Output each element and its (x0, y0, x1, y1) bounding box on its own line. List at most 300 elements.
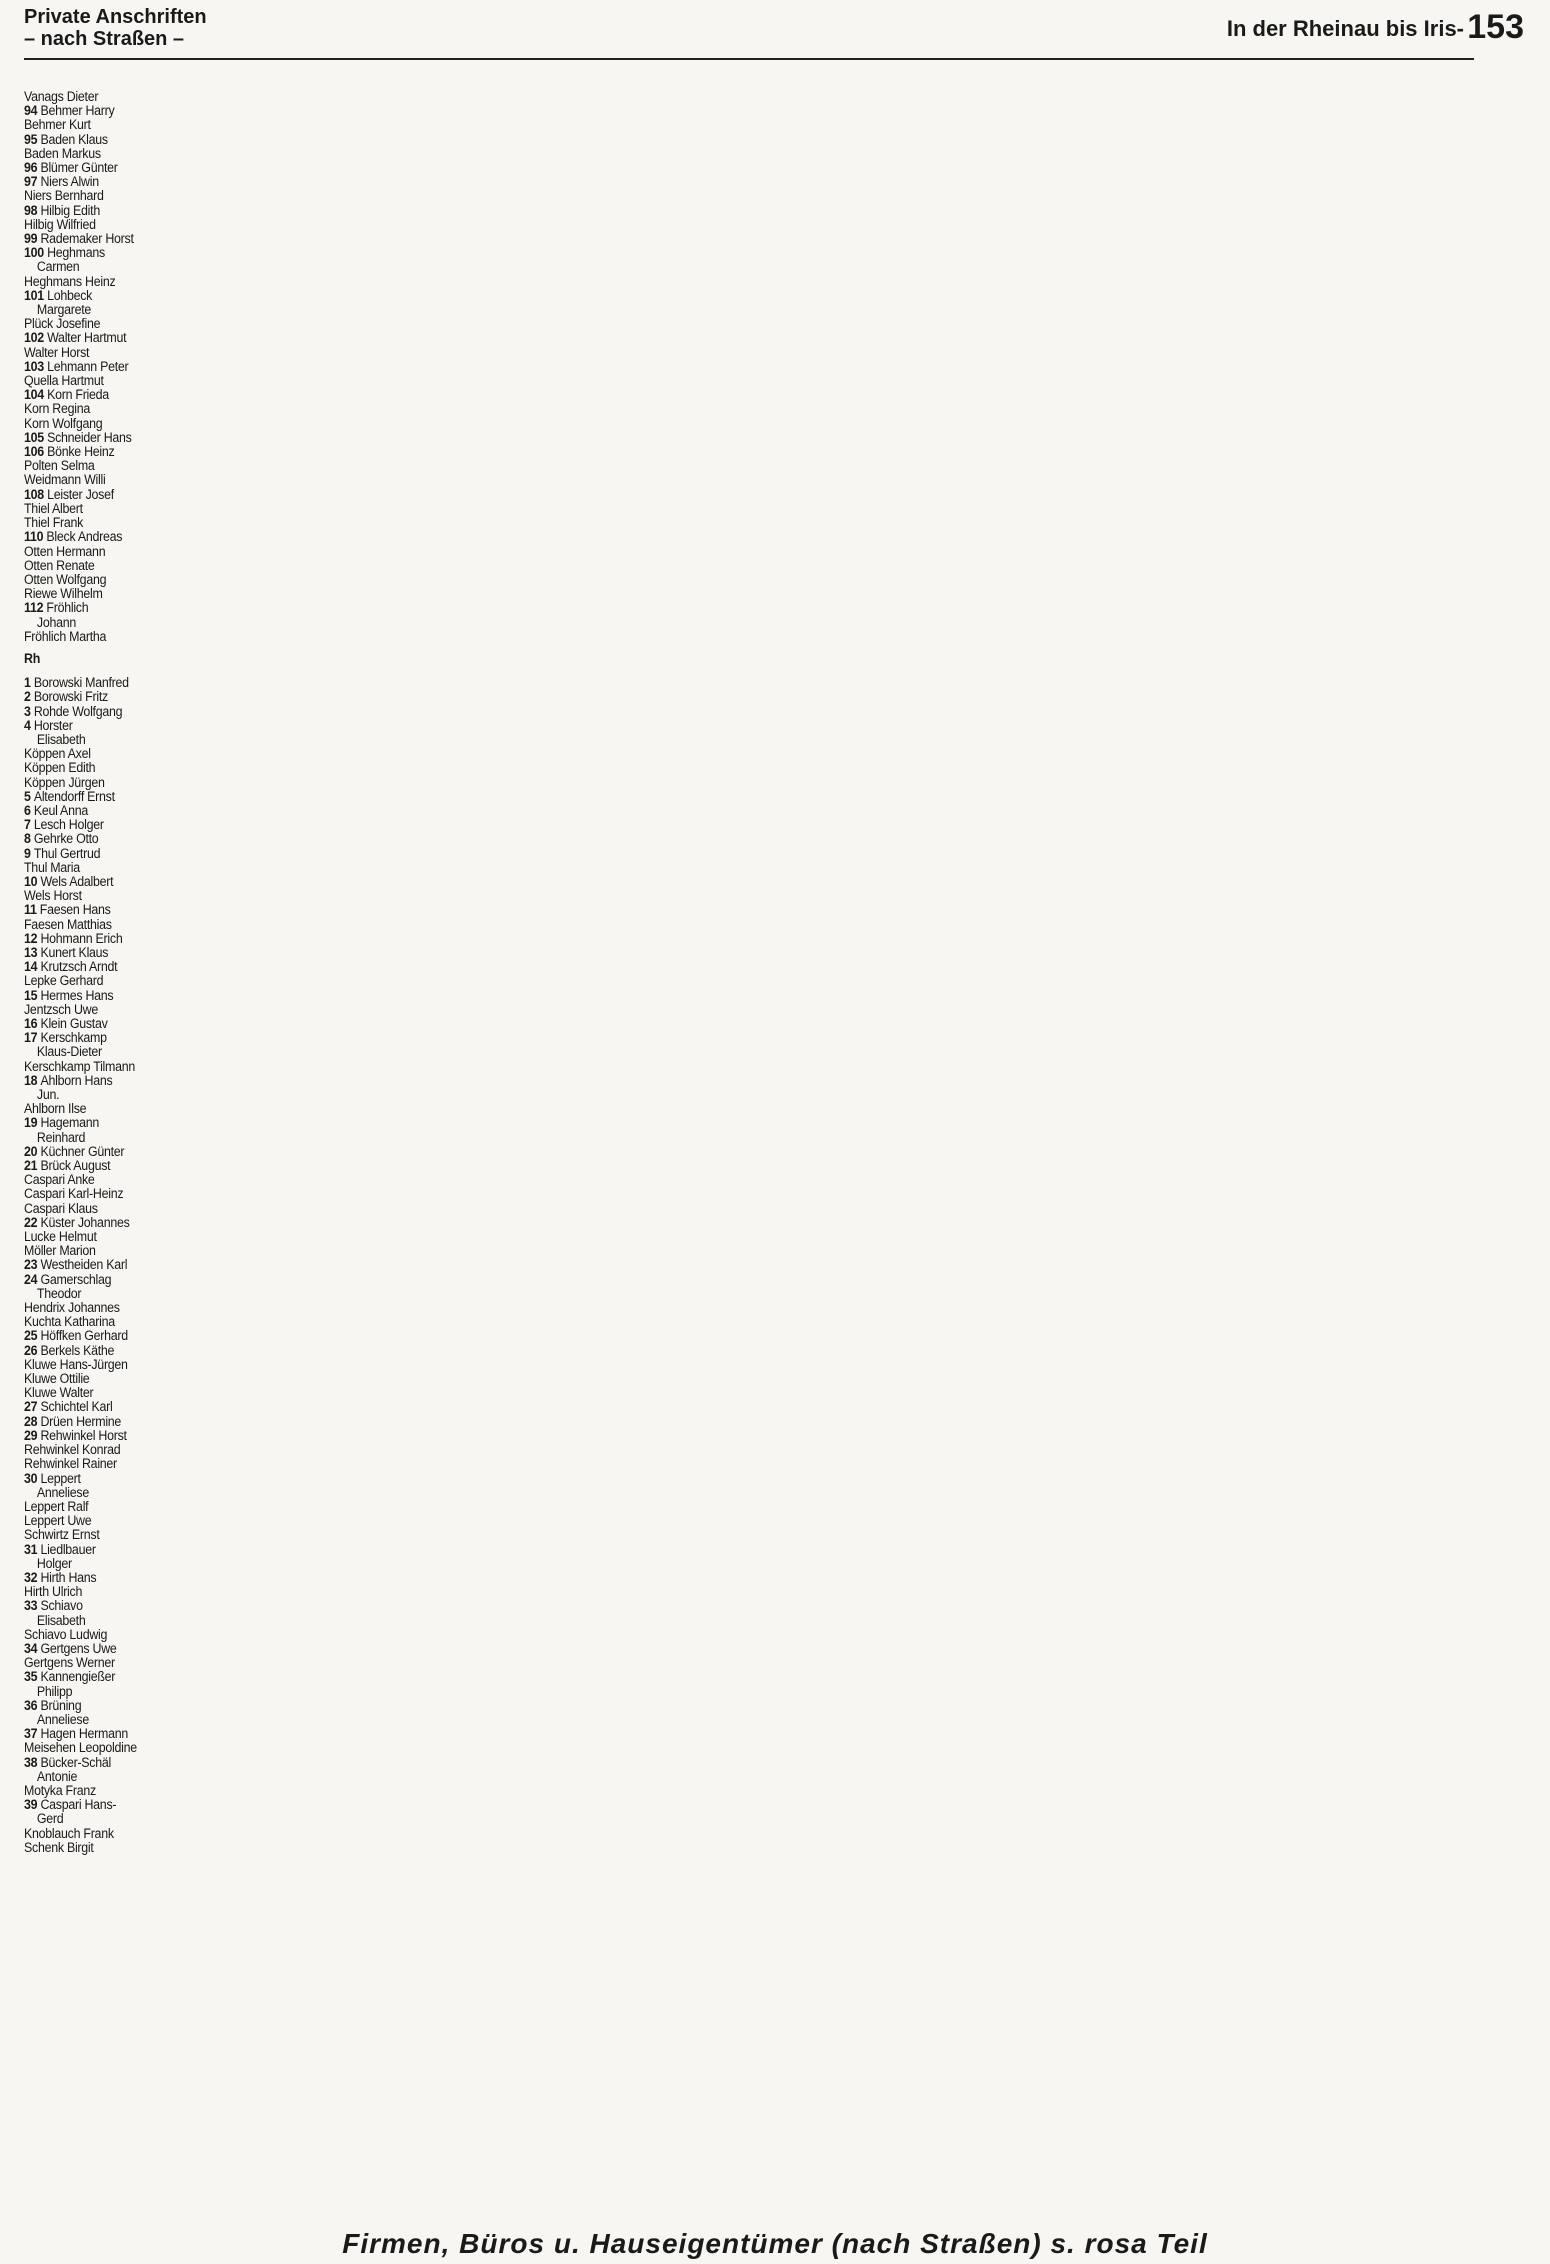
resident-name: Caspari Hans- (40, 1797, 117, 1813)
directory-entry (24, 1642, 151, 1656)
resident-name: Kerschkamp (40, 1030, 107, 1046)
resident-name: Otten Wolfgang (24, 571, 107, 587)
resident-name: Elisabeth (36, 731, 86, 747)
resident-name: Ahlborn Hans (40, 1072, 113, 1088)
house-number: 99 (24, 231, 41, 247)
resident-name: Schenk Birgit (24, 1839, 94, 1855)
house-number: 110 (24, 529, 47, 545)
resident-name: Carmen (36, 259, 80, 275)
directory-entry (24, 1415, 151, 1429)
resident-name: Rohde Wolfgang (33, 703, 123, 719)
directory-entry (24, 1656, 151, 1670)
side-heading: Rh (24, 650, 41, 666)
directory-entry (24, 374, 151, 388)
directory-entry (24, 360, 151, 374)
directory-entry (24, 1713, 151, 1727)
directory-entry (24, 1287, 151, 1301)
directory-entry (24, 545, 151, 559)
resident-name: Korn Frieda (47, 387, 109, 403)
house-number: 13 (24, 944, 41, 960)
section-subtitle: – nach Straßen – (24, 28, 185, 50)
house-number: 22 (24, 1214, 41, 1230)
header-rule (24, 58, 1474, 60)
house-number: 39 (24, 1797, 41, 1813)
directory-entry (24, 1159, 151, 1173)
house-number: 6 (24, 802, 34, 818)
resident-name: Berkels Käthe (40, 1342, 115, 1358)
directory-entry (24, 246, 151, 260)
house-number: 20 (24, 1143, 41, 1159)
house-number: 38 (24, 1754, 41, 1770)
house-number: 12 (24, 930, 41, 946)
directory-entry (24, 1074, 151, 1088)
resident-name: Köppen Edith (24, 760, 96, 776)
resident-name: Möller Marion (24, 1243, 96, 1259)
resident-name: Faesen Hans (39, 902, 111, 918)
resident-name: Lepke Gerhard (24, 973, 104, 989)
directory-entry (24, 1784, 151, 1798)
house-number: 16 (24, 1016, 41, 1031)
directory-entry (24, 946, 151, 960)
resident-name: Gertgens Werner (24, 1655, 115, 1671)
directory-entry (24, 616, 151, 630)
directory-entry (24, 1344, 151, 1358)
resident-name: Theodor (36, 1285, 82, 1301)
directory-entry (24, 573, 151, 587)
resident-name: Borowski Fritz (33, 689, 108, 705)
resident-name: Gerd (36, 1811, 64, 1827)
directory-entry (24, 1770, 151, 1784)
directory-entry (24, 1315, 151, 1329)
resident-name: Bleck Andreas (46, 529, 123, 545)
house-number: 105 (24, 429, 48, 445)
directory-entry (24, 90, 151, 104)
house-number: 27 (24, 1399, 41, 1415)
directory-entry (24, 932, 151, 946)
directory-entry (24, 974, 151, 988)
directory-entry (24, 847, 151, 861)
house-number: 23 (24, 1257, 41, 1273)
resident-name: Thul Gertrud (33, 845, 101, 861)
directory-entry (24, 1244, 151, 1258)
directory-entry (24, 1670, 151, 1684)
directory-entry (24, 218, 151, 232)
resident-name: Walter Horst (24, 344, 90, 360)
resident-name: Westheiden Karl (40, 1257, 128, 1273)
directory-entry (24, 761, 151, 775)
directory-entry (24, 473, 151, 487)
page-number: 153 (1467, 8, 1524, 46)
house-number: 112 (24, 600, 47, 616)
directory-entry (24, 502, 151, 516)
directory-entry (24, 1187, 151, 1201)
directory-entry (24, 1543, 151, 1557)
house-number: 97 (24, 174, 41, 190)
directory-entry (24, 1486, 151, 1500)
resident-name: Faesen Matthias (24, 916, 112, 932)
resident-name: Philipp (36, 1683, 73, 1699)
house-number: 34 (24, 1640, 41, 1656)
resident-name: Leppert Ralf (24, 1498, 89, 1514)
directory-entry (24, 1017, 151, 1031)
resident-name: Weidmann Willi (24, 472, 106, 488)
resident-name: Riewe Wilhelm (24, 586, 103, 602)
house-number: 26 (24, 1342, 41, 1358)
house-number: 36 (24, 1697, 41, 1713)
resident-name: Lehmann Peter (47, 358, 129, 374)
resident-name: Schichtel Karl (40, 1399, 113, 1415)
directory-entry (24, 1727, 151, 1741)
directory-entry (24, 388, 151, 402)
resident-name: Fröhlich Martha (24, 628, 107, 644)
house-number: 98 (24, 202, 41, 218)
house-number: 15 (24, 987, 41, 1003)
resident-name: Korn Regina (24, 401, 91, 417)
directory-entry (24, 630, 151, 644)
resident-name: Klaus-Dieter (36, 1044, 102, 1060)
directory-entry (24, 747, 151, 761)
directory-entry (24, 776, 151, 790)
directory-entry (24, 1372, 151, 1386)
directory-entry (24, 875, 151, 889)
directory-entry (24, 1088, 151, 1102)
house-number: 29 (24, 1427, 41, 1443)
directory-entry (24, 260, 151, 274)
house-number: 3 (24, 703, 34, 719)
resident-name: Hirth Ulrich (24, 1584, 83, 1600)
resident-name: Leppert (40, 1470, 81, 1486)
resident-name: Reinhard (36, 1129, 86, 1145)
directory-entry (24, 1031, 151, 1045)
directory-entry (24, 317, 151, 331)
directory-entry (24, 445, 151, 459)
resident-name: Baden Markus (24, 145, 101, 161)
resident-name: Leister Josef (47, 486, 114, 502)
resident-name: Otten Renate (24, 557, 95, 573)
directory-entry (24, 289, 151, 303)
directory-entry (24, 1614, 151, 1628)
directory-entry (24, 175, 151, 189)
directory-entry (24, 1102, 151, 1116)
resident-name: Borowski Manfred (33, 675, 129, 691)
resident-name: Drüen Hermine (40, 1413, 122, 1429)
resident-name: Thul Maria (24, 859, 80, 875)
directory-entry (24, 402, 151, 416)
resident-name: Heghmans (47, 245, 105, 261)
directory-entry (24, 1329, 151, 1343)
directory-entry (24, 133, 151, 147)
directory-entry (24, 1216, 151, 1230)
directory-entry (24, 1841, 151, 1855)
resident-name: Hermes Hans (40, 987, 114, 1003)
directory-entry (24, 1500, 151, 1514)
directory-entry (24, 161, 151, 175)
resident-name: Walter Hartmut (47, 330, 127, 346)
directory-entry (24, 690, 151, 704)
resident-name: Schwirtz Ernst (24, 1527, 100, 1543)
resident-name: Polten Selma (24, 458, 95, 474)
resident-name: Keul Anna (33, 802, 88, 818)
directory-entry (24, 1812, 151, 1826)
resident-name: Lohbeck (47, 287, 93, 303)
directory-entry (24, 417, 151, 431)
directory-entry (24, 1258, 151, 1272)
resident-name: Caspari Karl-Heinz (24, 1186, 124, 1202)
resident-name: Heghmans Heinz (24, 273, 116, 289)
house-number: 5 (24, 788, 34, 804)
directory-entry (24, 818, 151, 832)
resident-name: Caspari Anke (24, 1172, 95, 1188)
resident-name: Kluwe Ottilie (24, 1371, 90, 1387)
resident-name: Behmer Kurt (24, 117, 91, 133)
house-number: 102 (24, 330, 48, 346)
house-number: 24 (24, 1271, 41, 1287)
directory-entry (24, 587, 151, 601)
resident-name: Schneider Hans (47, 429, 132, 445)
directory-entry (24, 1273, 151, 1287)
resident-name: Niers Alwin (40, 174, 99, 190)
resident-name: Köppen Axel (24, 746, 91, 762)
page-footer: Firmen, Büros u. Hauseigentümer (nach Straßen) s. rosa Teil (342, 2228, 1208, 2259)
resident-name: Gertgens Uwe (40, 1640, 117, 1656)
resident-name: Rehwinkel Horst (40, 1427, 127, 1443)
resident-name: Krutzsch Arndt (40, 959, 118, 975)
house-number: 101 (24, 287, 48, 303)
directory-entry (24, 889, 151, 903)
house-number: 19 (24, 1115, 41, 1131)
directory-entry (24, 1514, 151, 1528)
directory-entry (24, 1230, 151, 1244)
house-number: 18 (24, 1072, 41, 1088)
resident-name: Hendrix Johannes (24, 1300, 120, 1316)
directory-entry (24, 1429, 151, 1443)
resident-name: Köppen Jürgen (24, 774, 105, 790)
resident-name: Liedlbauer (40, 1541, 96, 1557)
directory-entry (24, 1472, 151, 1486)
resident-name: Fröhlich (46, 600, 89, 616)
resident-name: Jentzsch Uwe (24, 1001, 99, 1017)
resident-name: Otten Hermann (24, 543, 106, 559)
directory-entry (24, 601, 151, 615)
resident-name: Gamerschlag (40, 1271, 112, 1287)
resident-name: Thiel Frank (24, 515, 84, 531)
directory-entry (24, 1699, 151, 1713)
resident-name: Hilbig Edith (40, 202, 100, 218)
house-number: 30 (24, 1470, 41, 1486)
house-number: 17 (24, 1030, 41, 1046)
directory-entry (24, 1202, 151, 1216)
directory-entry (24, 1386, 151, 1400)
directory-entry (24, 790, 151, 804)
page-header (24, 6, 1524, 56)
house-number: 7 (24, 817, 34, 833)
range-title: In der Rheinau bis Iris- (1226, 16, 1464, 41)
resident-name: Wels Horst (24, 888, 82, 904)
directory-entry (24, 1628, 151, 1642)
directory-column (24, 90, 151, 1855)
resident-name: Rademaker Horst (40, 231, 134, 247)
directory-entry (24, 303, 151, 317)
directory-entry (24, 1571, 151, 1585)
resident-name: Bönke Heinz (47, 444, 115, 460)
directory-entry (24, 1131, 151, 1145)
resident-name: Kannengießer (40, 1669, 116, 1685)
house-number: 21 (24, 1158, 41, 1174)
resident-name: Antonie (36, 1768, 78, 1784)
directory-entry (24, 1443, 151, 1457)
resident-name: Ahlborn Ilse (24, 1101, 87, 1117)
house-number: 106 (24, 444, 48, 460)
resident-name: Baden Klaus (40, 131, 108, 147)
resident-name: Anneliese (36, 1711, 89, 1727)
resident-name: Kuchta Katharina (24, 1314, 115, 1330)
directory-entry (24, 918, 151, 932)
house-number: 9 (24, 845, 34, 861)
resident-name: Hohmann Erich (40, 930, 123, 946)
resident-name: Klein Gustav (40, 1016, 108, 1031)
resident-name: Jun. (36, 1087, 60, 1103)
resident-name: Meisehen Leopoldine (24, 1740, 137, 1756)
directory-entry (24, 431, 151, 445)
resident-name: Caspari Klaus (24, 1200, 98, 1216)
house-number: 96 (24, 160, 41, 176)
house-number: 10 (24, 873, 41, 889)
house-number: 14 (24, 959, 41, 975)
resident-name: Horster (33, 717, 73, 733)
resident-name: Hagen Hermann (40, 1726, 128, 1742)
resident-name: Kerschkamp Tilmann (24, 1058, 136, 1074)
directory-entry (24, 719, 151, 733)
resident-name: Behmer Harry (40, 103, 115, 119)
house-number: 35 (24, 1669, 41, 1685)
directory-entry (24, 147, 151, 161)
resident-name: Margarete (36, 302, 92, 318)
resident-name: Schiavo Ludwig (24, 1626, 108, 1642)
resident-name: Motyka Franz (24, 1782, 96, 1798)
directory-entry (24, 1060, 151, 1074)
directory-entry (24, 1400, 151, 1414)
resident-name: Küchner Günter (40, 1143, 125, 1159)
directory-entry (24, 204, 151, 218)
directory-entry (24, 861, 151, 875)
house-number: 31 (24, 1541, 41, 1557)
resident-name: Korn Wolfgang (24, 415, 103, 431)
directory-entry (24, 1145, 151, 1159)
house-number: 103 (24, 358, 48, 374)
directory-entry (24, 559, 151, 573)
house-number: 37 (24, 1726, 41, 1742)
resident-name: Anneliese (36, 1484, 89, 1500)
resident-name: Blümer Günter (40, 160, 118, 176)
directory-entry (24, 960, 151, 974)
resident-name: Hilbig Wilfried (24, 216, 96, 232)
directory-entry (24, 488, 151, 502)
directory-entry (24, 1827, 151, 1841)
house-number: 11 (24, 902, 40, 918)
house-number: 108 (24, 486, 48, 502)
house-number: 32 (24, 1569, 41, 1585)
directory-entry (24, 459, 151, 473)
resident-name: Gehrke Otto (33, 831, 99, 847)
resident-name: Schiavo (40, 1598, 83, 1614)
resident-name: Kunert Klaus (40, 944, 109, 960)
resident-name: Niers Bernhard (24, 188, 104, 204)
directory-entry (24, 1685, 151, 1699)
resident-name: Hagemann (40, 1115, 100, 1131)
resident-name: Altendorff Ernst (33, 788, 115, 804)
directory-entry (24, 1599, 151, 1613)
directory-entry (24, 1045, 151, 1059)
resident-name: Brüning (40, 1697, 82, 1713)
directory-entry (24, 989, 151, 1003)
house-number: 104 (24, 387, 48, 403)
directory-entry (24, 118, 151, 132)
house-number: 28 (24, 1413, 41, 1429)
house-number: 2 (24, 689, 34, 705)
directory-entry (24, 804, 151, 818)
resident-name: Lesch Holger (33, 817, 104, 833)
directory-entry (24, 346, 151, 360)
resident-name: Holger (36, 1555, 72, 1571)
resident-name: Kluwe Hans-Jürgen (24, 1356, 128, 1372)
house-number: 95 (24, 131, 41, 147)
house-number: 25 (24, 1328, 41, 1344)
house-number: 1 (24, 675, 34, 691)
directory-entry (24, 1003, 151, 1017)
resident-name: Vanags Dieter (24, 89, 99, 104)
resident-name: Johann (36, 614, 76, 630)
directory-entry (24, 903, 151, 917)
directory-entry (24, 832, 151, 846)
section-title: Private Anschriften (24, 6, 207, 28)
resident-name: Höffken Gerhard (40, 1328, 128, 1344)
resident-name: Leppert Uwe (24, 1513, 92, 1529)
resident-name: Plück Josefine (24, 316, 101, 332)
resident-name: Wels Adalbert (40, 873, 114, 889)
resident-name: Rehwinkel Konrad (24, 1442, 121, 1458)
directory-entry (24, 1301, 151, 1315)
directory-entry (24, 676, 151, 690)
house-number: 100 (24, 245, 48, 261)
directory-entry (24, 189, 151, 203)
resident-name: Quella Hartmut (24, 373, 104, 389)
resident-name: Küster Johannes (40, 1214, 130, 1230)
directory-entry (24, 1741, 151, 1755)
resident-name: Brück August (40, 1158, 111, 1174)
resident-name: Hirth Hans (40, 1569, 97, 1585)
directory-entry (24, 331, 151, 345)
directory-entry (24, 516, 151, 530)
house-number: 8 (24, 831, 34, 847)
directory-entry (24, 705, 151, 719)
resident-name: Kluwe Walter (24, 1385, 94, 1401)
resident-name: Bücker-Schäl (40, 1754, 111, 1770)
house-number: 94 (24, 103, 41, 119)
directory-entry (24, 1756, 151, 1770)
directory-entry (24, 1585, 151, 1599)
directory-entry (24, 104, 151, 118)
house-number: 4 (24, 717, 34, 733)
directory-entry (24, 733, 151, 747)
directory-entry (24, 1557, 151, 1571)
resident-name: Elisabeth (36, 1612, 86, 1628)
directory-entry (24, 530, 151, 544)
directory-entry (24, 1358, 151, 1372)
directory-entry (24, 1528, 151, 1542)
directory-entry (24, 1798, 151, 1812)
directory-entry (24, 1173, 151, 1187)
directory-entry (24, 232, 151, 246)
